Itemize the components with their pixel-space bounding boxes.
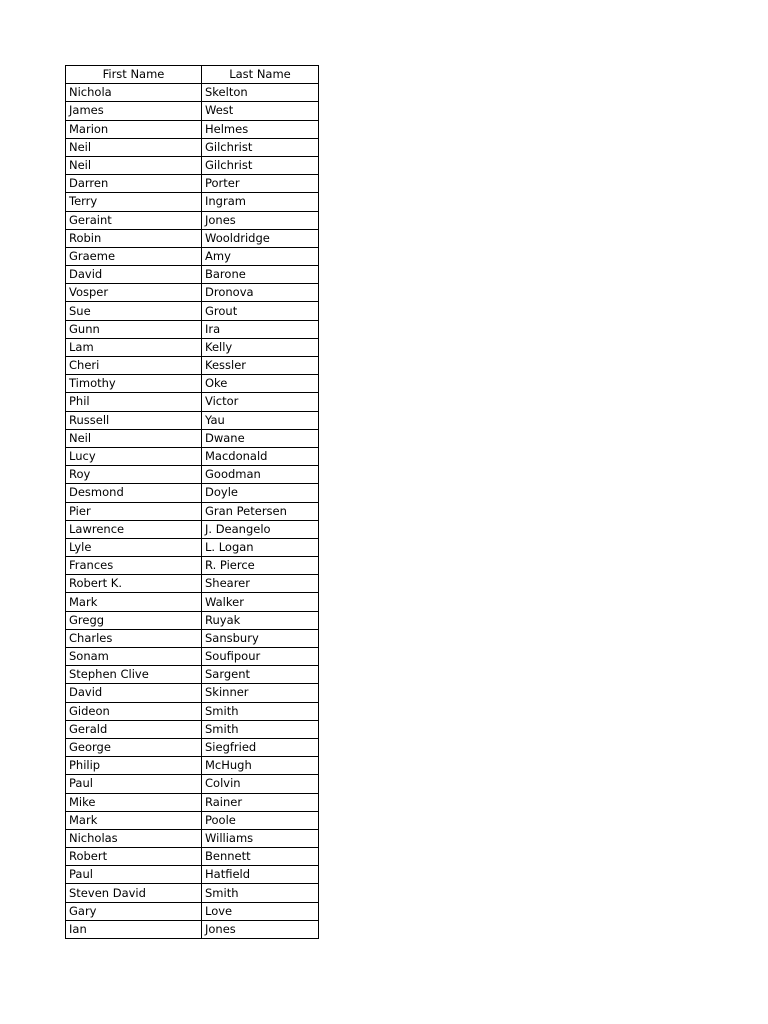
table-row [66,357,319,375]
first-name-cell: Lawrence [66,520,202,538]
table-row [66,338,319,356]
last-name-cell: Williams [202,829,319,847]
last-name-cell: Porter [202,175,319,193]
table-row [66,757,319,775]
first-name-cell: Timothy [66,375,202,393]
first-name-cell: Robert [66,848,202,866]
last-name-cell: Kessler [202,357,319,375]
last-name-cell: Dronova [202,284,319,302]
last-name-cell: Smith [202,702,319,720]
table-row [66,120,319,138]
first-name-cell: Vosper [66,284,202,302]
table-row [66,829,319,847]
first-name-cell: Gregg [66,611,202,629]
first-name-cell: James [66,102,202,120]
table-body [66,84,319,939]
first-name-cell: Graeme [66,247,202,265]
table-row [66,920,319,938]
table-row [66,775,319,793]
first-name-cell: Gerald [66,720,202,738]
header-first-name: First Name [66,66,202,84]
table-row [66,593,319,611]
table-row [66,538,319,556]
last-name-cell: Oke [202,375,319,393]
table-row [66,484,319,502]
first-name-cell: Mark [66,593,202,611]
first-name-cell: Roy [66,466,202,484]
first-name-cell: Paul [66,866,202,884]
first-name-cell: Stephen Clive [66,666,202,684]
first-name-cell: Gary [66,902,202,920]
table-row [66,848,319,866]
last-name-cell: Victor [202,393,319,411]
last-name-cell: Skelton [202,84,319,102]
first-name-cell: David [66,266,202,284]
last-name-cell: Goodman [202,466,319,484]
last-name-cell: Ruyak [202,611,319,629]
first-name-cell: Gideon [66,702,202,720]
first-name-cell: Sue [66,302,202,320]
last-name-cell: Gilchrist [202,156,319,174]
table-row [66,247,319,265]
table-row [66,138,319,156]
last-name-cell: Jones [202,920,319,938]
last-name-cell: Wooldridge [202,229,319,247]
table-row [66,466,319,484]
table-row [66,520,319,538]
last-name-cell: Smith [202,720,319,738]
first-name-cell: Pier [66,502,202,520]
table-row [66,720,319,738]
first-name-cell: Sonam [66,648,202,666]
table-row [66,393,319,411]
table-row [66,629,319,647]
names-table [65,65,319,939]
last-name-cell: Helmes [202,120,319,138]
table-row [66,156,319,174]
header-row [66,66,319,84]
last-name-cell: Soufipour [202,648,319,666]
last-name-cell: Bennett [202,848,319,866]
table-row [66,884,319,902]
first-name-cell: Phil [66,393,202,411]
table-row [66,611,319,629]
last-name-cell: Kelly [202,338,319,356]
table-row [66,648,319,666]
first-name-cell: Steven David [66,884,202,902]
last-name-cell: Walker [202,593,319,611]
first-name-cell: David [66,684,202,702]
header-last-name: Last Name [202,66,319,84]
last-name-cell: Ira [202,320,319,338]
last-name-cell: L. Logan [202,538,319,556]
first-name-cell: Ian [66,920,202,938]
table-row [66,902,319,920]
first-name-cell: Nichola [66,84,202,102]
last-name-cell: Shearer [202,575,319,593]
last-name-cell: Siegfried [202,738,319,756]
table-row [66,102,319,120]
first-name-cell: Gunn [66,320,202,338]
table-row [66,447,319,465]
table-row [66,175,319,193]
last-name-cell: R. Pierce [202,557,319,575]
table-row [66,684,319,702]
last-name-cell: Dwane [202,429,319,447]
table-row [66,429,319,447]
last-name-cell: Ingram [202,193,319,211]
last-name-cell: Smith [202,884,319,902]
last-name-cell: Doyle [202,484,319,502]
first-name-cell: Robert K. [66,575,202,593]
first-name-cell: Geraint [66,211,202,229]
first-name-cell: Mark [66,811,202,829]
last-name-cell: Hatfield [202,866,319,884]
last-name-cell: Sargent [202,666,319,684]
last-name-cell: Amy [202,247,319,265]
first-name-cell: Terry [66,193,202,211]
table-row [66,811,319,829]
last-name-cell: McHugh [202,757,319,775]
first-name-cell: Frances [66,557,202,575]
last-name-cell: Jones [202,211,319,229]
first-name-cell: Marion [66,120,202,138]
last-name-cell: Yau [202,411,319,429]
first-name-cell: Lucy [66,447,202,465]
table-row [66,738,319,756]
first-name-cell: Neil [66,156,202,174]
last-name-cell: Sansbury [202,629,319,647]
table-row [66,229,319,247]
first-name-cell: Charles [66,629,202,647]
first-name-cell: Desmond [66,484,202,502]
table-row [66,284,319,302]
first-name-cell: Lyle [66,538,202,556]
first-name-cell: Neil [66,138,202,156]
last-name-cell: Poole [202,811,319,829]
table-row [66,375,319,393]
table-row [66,557,319,575]
first-name-cell: George [66,738,202,756]
table-row [66,411,319,429]
first-name-cell: Cheri [66,357,202,375]
first-name-cell: Nicholas [66,829,202,847]
table-row [66,502,319,520]
table-row [66,575,319,593]
last-name-cell: Rainer [202,793,319,811]
table-row [66,320,319,338]
last-name-cell: Macdonald [202,447,319,465]
table-row [66,666,319,684]
last-name-cell: West [202,102,319,120]
last-name-cell: Grout [202,302,319,320]
table-row [66,266,319,284]
table-row [66,211,319,229]
table-row [66,302,319,320]
table-row [66,702,319,720]
last-name-cell: Barone [202,266,319,284]
last-name-cell: Gilchrist [202,138,319,156]
first-name-cell: Lam [66,338,202,356]
first-name-cell: Robin [66,229,202,247]
first-name-cell: Philip [66,757,202,775]
last-name-cell: Colvin [202,775,319,793]
last-name-cell: Love [202,902,319,920]
table-row [66,84,319,102]
first-name-cell: Paul [66,775,202,793]
first-name-cell: Neil [66,429,202,447]
table-row [66,793,319,811]
last-name-cell: J. Deangelo [202,520,319,538]
first-name-cell: Russell [66,411,202,429]
first-name-cell: Mike [66,793,202,811]
table-row [66,866,319,884]
table-row [66,193,319,211]
last-name-cell: Gran Petersen [202,502,319,520]
last-name-cell: Skinner [202,684,319,702]
first-name-cell: Darren [66,175,202,193]
